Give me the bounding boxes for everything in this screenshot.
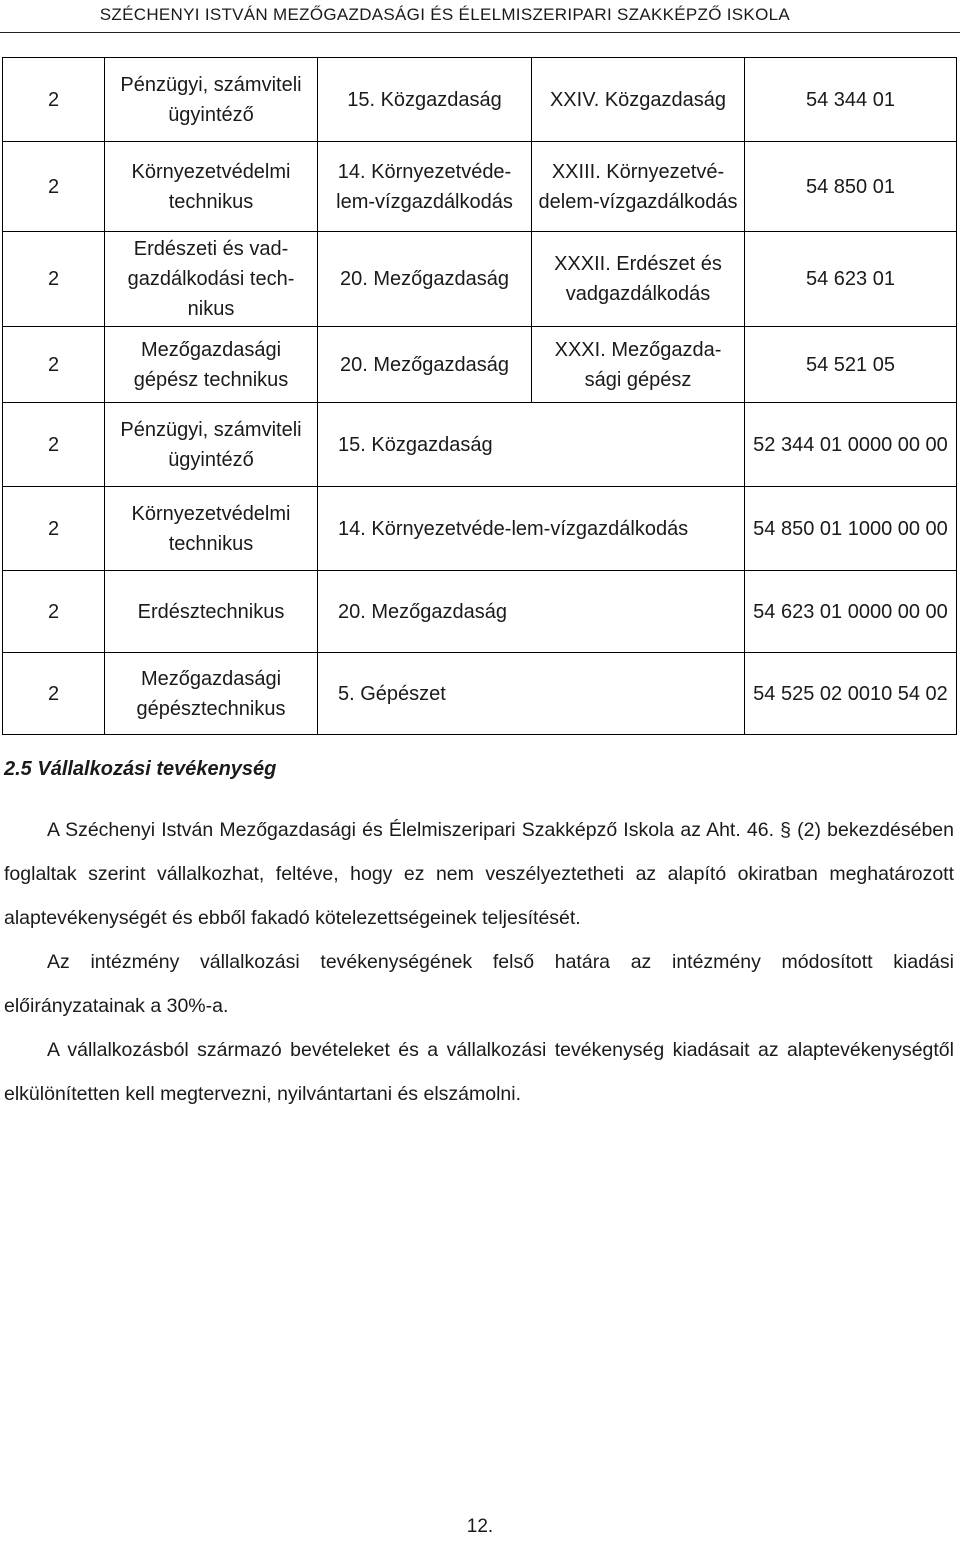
code-cell: 54 344 01 [745, 58, 957, 142]
qualification-cell: Mezőgazdasági gépész technikus [105, 327, 318, 403]
qualification-cell: Mezőgazdasági gépésztechnikus [105, 653, 318, 735]
count-cell: 2 [3, 403, 105, 487]
sector-cell: 20. Mezőgazdaság [318, 232, 532, 327]
branch-cell: XXIII. Környezetvé-delem-vízgazdálkodás [532, 142, 745, 232]
table-row [3, 653, 957, 735]
count-cell: 2 [3, 327, 105, 403]
code-cell: 54 850 01 1000 00 00 [745, 487, 957, 571]
sector-cell: 20. Mezőgazdaság [318, 571, 745, 653]
code-cell: 54 525 02 0010 54 02 [745, 653, 957, 735]
code-cell: 54 623 01 [745, 232, 957, 327]
section-body [4, 752, 954, 1116]
code-cell: 54 521 05 [745, 327, 957, 403]
count-cell: 2 [3, 58, 105, 142]
table-row [3, 403, 957, 487]
sector-cell: 5. Gépészet [318, 653, 745, 735]
code-cell: 54 850 01 [745, 142, 957, 232]
count-cell: 2 [3, 653, 105, 735]
paragraph: A vállalkozásból származó bevételeket és a vállalkozási tevékenység kiadásait az alaptevékenységtől elkülönítetten kell megtervezni, nyilvántartani és elszámolni. [4, 1039, 954, 1105]
table-row [3, 232, 957, 327]
code-cell: 54 623 01 0000 00 00 [745, 571, 957, 653]
sector-cell: 15. Közgazdaság [318, 403, 745, 487]
qualification-cell: Környezetvédelmi technikus [105, 487, 318, 571]
branch-cell: XXXII. Erdészet és vadgazdálkodás [532, 232, 745, 327]
branch-cell: XXIV. Közgazdaság [532, 58, 745, 142]
paragraph: A Széchenyi István Mezőgazdasági és Élelmiszeripari Szakképző Iskola az Aht. 46. § (2) bekezdésében foglaltak szerint vállalkozhat, feltéve, hogy ez nem veszélyeztetheti az alapító okiratban meghatározott alaptevékenységét és ebből fakadó kötelezettségeinek teljesítését. [4, 819, 954, 929]
sector-cell: 14. Környezetvéde-lem-vízgazdálkodás [318, 142, 532, 232]
sector-cell: 15. Közgazdaság [318, 58, 532, 142]
paragraph: Az intézmény vállalkozási tevékenységének felső határa az intézmény módosított kiadási előirányzatainak a 30%-a. [4, 951, 954, 1017]
sector-cell: 14. Környezetvéde-lem-vízgazdálkodás [318, 487, 745, 571]
table-row [3, 487, 957, 571]
count-cell: 2 [3, 571, 105, 653]
qualifications-table [2, 57, 957, 735]
qualification-cell: Pénzügyi, számviteli ügyintéző [105, 403, 318, 487]
code-cell: 52 344 01 0000 00 00 [745, 403, 957, 487]
branch-cell: XXXI. Mezőgazda-sági gépész [532, 327, 745, 403]
page-number: 12. [466, 1516, 494, 1537]
count-cell: 2 [3, 142, 105, 232]
table-row [3, 571, 957, 653]
table-row [3, 58, 957, 142]
qualification-cell: Erdésztechnikus [105, 571, 318, 653]
count-cell: 2 [3, 487, 105, 571]
header-title: SZÉCHENYI ISTVÁN MEZŐGAZDASÁGI ÉS ÉLELMISZERIPARI SZAKKÉPZŐ ISKOLA [99, 5, 790, 24]
section-title: 2.5 Vállalkozási tevékenység [4, 758, 277, 780]
count-cell: 2 [3, 232, 105, 327]
qualification-cell: Pénzügyi, számviteli ügyintéző [105, 58, 318, 142]
table-row [3, 142, 957, 232]
qualification-cell: Környezetvédelmi technikus [105, 142, 318, 232]
qualification-cell: Erdészeti és vad-gazdálkodási tech-nikus [105, 232, 318, 327]
table-row [3, 327, 957, 403]
page-header [0, 0, 960, 33]
sector-cell: 20. Mezőgazdaság [318, 327, 532, 403]
